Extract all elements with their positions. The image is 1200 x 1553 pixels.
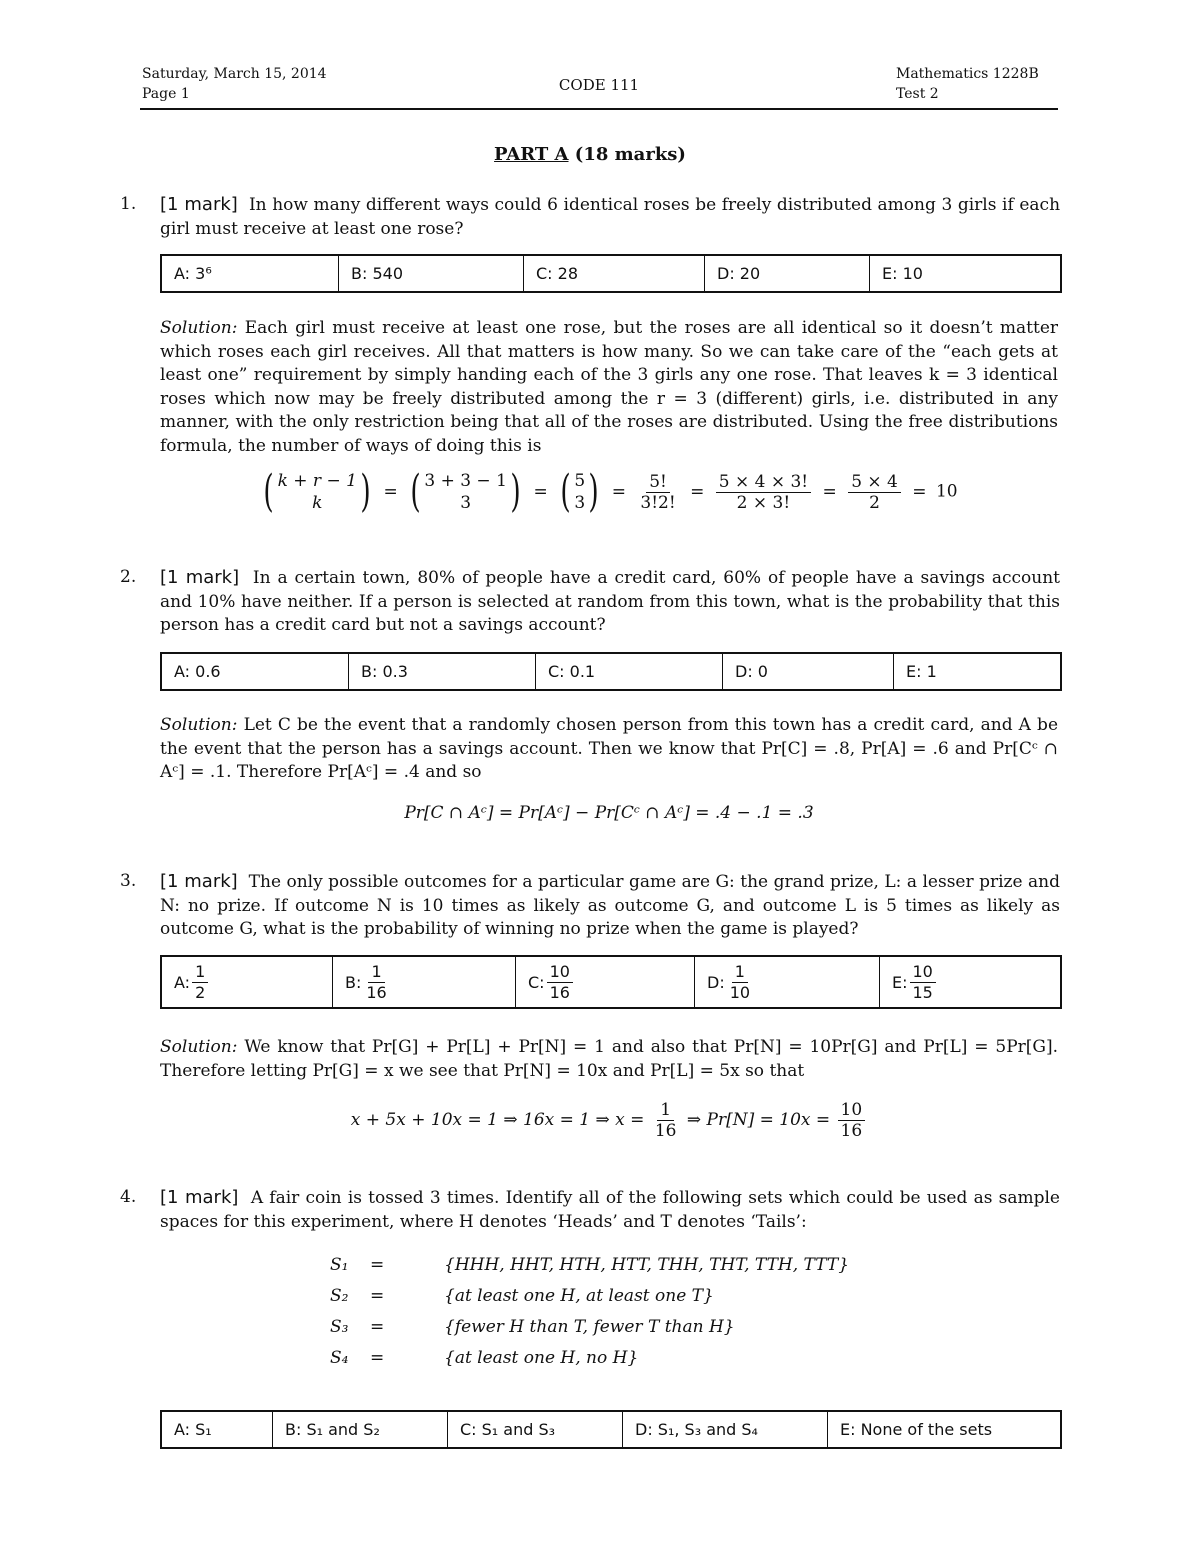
page-header	[140, 62, 1058, 110]
question-text	[160, 193, 1060, 241]
answer-e[interactable]: E: 1	[906, 662, 937, 681]
solution-label: Solution:	[160, 715, 238, 735]
answer-a[interactable]: A: 0.6	[162, 654, 349, 689]
solution-text: Let C be the event that a randomly chosen person from this town has a credit card, and A be the event that the person has a savings account. Then we know that Pr[C] = .8, Pr[A] = .6 and Pr[Cᶜ ∩ Aᶜ] = .1. Therefore Pr[Aᶜ] = .4 and so	[160, 715, 1059, 782]
question-text	[160, 870, 1060, 942]
answer-b[interactable]	[333, 957, 516, 1007]
binomial-3: ( 5 3 )	[560, 466, 599, 517]
answer-c[interactable]	[516, 957, 695, 1007]
header-test: Test 2	[896, 86, 939, 102]
answer-a[interactable]	[162, 957, 333, 1007]
answer-label: D:	[707, 972, 725, 992]
answer-b[interactable]: B: 0.3	[349, 654, 536, 689]
set-name: S₁	[330, 1254, 349, 1275]
set-row	[330, 1249, 930, 1280]
header-code: CODE 111	[558, 76, 640, 94]
answer-c[interactable]: C: 0.1	[536, 654, 723, 689]
formula-1: ( k + r − 1 k ) = ( 3 + 3 − 1 3 ) = ( 5 3 ) = $\frac{5!}{3!2!}$ = $\frac{5 \times 4 \times 3!}{2 \times 3!}$ = $\frac{5 \times 4}{2}$ = 10	[160, 470, 1058, 514]
set-value: {HHH, HHT, HTH, HTT, THH, THT, TTH, TTT}	[444, 1254, 850, 1275]
question-2	[120, 566, 1060, 638]
question-number: 1.	[120, 194, 137, 214]
set-row	[330, 1342, 930, 1373]
numerator: 1	[657, 1100, 674, 1121]
numerator: 10	[838, 1100, 866, 1121]
numerator: 5 × 4	[848, 472, 901, 493]
question-mark: [1 mark]	[160, 1187, 239, 1208]
set-equals: =	[370, 1347, 385, 1368]
set-equals: =	[370, 1316, 385, 1337]
denominator: 2 × 3!	[736, 492, 791, 513]
answer-a[interactable]: A: 3⁶	[162, 256, 339, 291]
part-title	[0, 144, 1180, 165]
answer-d[interactable]	[695, 957, 880, 1007]
denominator: 16	[549, 982, 570, 1002]
part-label: PART A	[494, 144, 569, 165]
answer-row-2	[160, 652, 1062, 691]
binomial-bottom: 3	[460, 493, 472, 513]
fraction-result	[838, 1100, 866, 1141]
binomial-1: ( k + r − 1 k )	[263, 466, 371, 517]
header-date: Saturday, March 15, 2014	[142, 66, 327, 82]
question-text	[160, 1186, 1060, 1234]
question-body: In how many different ways could 6 identical roses be freely distributed among 3 girls if each girl must receive at least one rose?	[160, 195, 1061, 239]
denominator: 16	[654, 1121, 677, 1141]
question-mark: [1 mark]	[160, 194, 238, 215]
solution-1	[160, 317, 1058, 458]
question-mark: [1 mark]	[160, 871, 238, 892]
denominator: 16	[366, 982, 387, 1002]
question-number: 4.	[120, 1187, 137, 1207]
fraction-2	[716, 472, 811, 513]
solution-2	[160, 714, 1058, 785]
set-value: {at least one H, no H}	[444, 1347, 639, 1368]
answer-c[interactable]: C: 28	[524, 256, 705, 291]
solution-3	[160, 1036, 1058, 1083]
answer-d[interactable]: D: 0	[723, 654, 894, 689]
question-number: 3.	[120, 871, 137, 891]
answer-label: A:	[174, 972, 191, 992]
formula-result: 10	[935, 481, 958, 502]
answer-fraction	[547, 962, 573, 1003]
set-name: S₄	[330, 1347, 349, 1368]
set-equals: =	[370, 1254, 385, 1275]
numerator: 5!	[646, 472, 670, 493]
sample-space-sets	[330, 1249, 930, 1373]
numerator: 1	[368, 962, 384, 983]
answer-a[interactable]: A: S₁	[162, 1412, 273, 1447]
numerator: 5 × 4 × 3!	[716, 472, 811, 493]
set-row	[330, 1280, 930, 1311]
answer-d[interactable]: D: S₁, S₃ and S₄	[623, 1412, 828, 1447]
solution-text: We know that Pr[G] + Pr[L] + Pr[N] = 1 and also that Pr[N] = 10Pr[G] and Pr[L] = 5Pr[G]. Therefore letting Pr[G] = x we see that Pr[N] = 10x and Pr[L] = 5x so that	[160, 1037, 1059, 1081]
formula-3	[160, 1100, 1058, 1141]
question-mark: [1 mark]	[160, 567, 240, 588]
answer-fraction	[727, 962, 753, 1003]
question-1	[120, 193, 1060, 241]
formula-2: Pr[C ∩ Aᶜ] = Pr[Aᶜ] − Pr[Cᶜ ∩ Aᶜ] = .4 − .1 = .3	[404, 803, 814, 823]
solution-label: Solution:	[160, 318, 238, 338]
fraction-1	[637, 472, 678, 513]
part-marks: (18 marks)	[574, 144, 686, 165]
binomial-bottom: 3	[574, 493, 586, 513]
answer-fraction	[192, 962, 208, 1003]
header-right	[896, 64, 1039, 104]
denominator: 16	[840, 1121, 863, 1141]
answer-c[interactable]: C: S₁ and S₃	[448, 1412, 623, 1447]
denominator: 3!2!	[640, 492, 676, 513]
set-equals: =	[370, 1285, 385, 1306]
answer-b[interactable]: B: S₁ and S₂	[273, 1412, 448, 1447]
numerator: 10	[910, 962, 936, 983]
set-row	[330, 1311, 930, 1342]
answer-b[interactable]: B: 540	[339, 256, 524, 291]
set-value: {at least one H, at least one T}	[444, 1285, 714, 1306]
set-name: S₂	[330, 1285, 349, 1306]
numerator: 1	[732, 962, 748, 983]
answer-fraction	[363, 962, 389, 1003]
denominator: 10	[729, 982, 751, 1002]
binomial-top: 5	[574, 471, 586, 491]
solution-text: Each girl must receive at least one rose, but the roses are all identical so it doesn’t matter which roses each girl receives. All that matters is how many. So we can take care of the “each gets at least one” requirement by simply handing each of the 3 girls any one rose. That leaves k = 3 identical roses which now may be freely distributed among the r = 3 (different) girls, i.e. distributed in any manner, with the only restriction being that all of the roses are distributed. Using the free distributions formula, the number of ways of doing this is	[160, 318, 1059, 456]
fraction-x	[652, 1100, 680, 1141]
answer-label: C:	[528, 972, 545, 992]
denominator: 15	[912, 982, 933, 1002]
answer-d[interactable]: D: 20	[705, 256, 870, 291]
binomial-top: k + r − 1	[277, 471, 357, 491]
header-course: Mathematics 1228B	[896, 66, 1039, 82]
question-text	[160, 566, 1060, 638]
numerator: 1	[192, 962, 208, 983]
question-number: 2.	[120, 567, 137, 587]
answer-row-4	[160, 1410, 1062, 1449]
answer-fraction	[910, 962, 936, 1003]
formula-part2: ⇒ Pr[N] = 10x =	[686, 1110, 831, 1130]
question-body: In a certain town, 80% of people have a credit card, 60% of people have a savings account and 10% have neither. If a person is selected at random from this town, what is the probability that this person has a credit card but not a savings account?	[160, 568, 1060, 635]
answer-e[interactable]	[880, 957, 1060, 1007]
numerator: 10	[547, 962, 573, 983]
fraction-3	[848, 472, 901, 513]
binomial-2: ( 3 + 3 − 1 3 )	[410, 466, 521, 517]
denominator: 2	[869, 492, 880, 513]
binomial-top: 3 + 3 − 1	[424, 471, 507, 491]
answer-row-1	[160, 254, 1062, 293]
set-value: {fewer H than T, fewer T than H}	[444, 1316, 735, 1337]
answer-label: B:	[345, 972, 362, 992]
question-3	[120, 870, 1060, 942]
question-4	[120, 1186, 1060, 1234]
answer-e[interactable]: E: None of the sets	[840, 1420, 993, 1439]
question-body: The only possible outcomes for a particular game are G: the grand prize, L: a lesser prize and N: no prize. If outcome N is 10 times as likely as outcome G, and outcome L is 5 times as likely as outcome G, what is the probability of winning no prize when the game is played?	[160, 872, 1061, 939]
answer-row-3	[160, 955, 1062, 1009]
answer-label: E:	[892, 972, 908, 992]
set-name: S₃	[330, 1316, 349, 1337]
solution-label: Solution:	[160, 1037, 238, 1057]
binomial-bottom: k	[312, 493, 323, 513]
header-page: Page 1	[142, 86, 190, 102]
answer-e[interactable]: E: 10	[882, 264, 923, 283]
denominator: 2	[195, 982, 206, 1002]
question-body: A fair coin is tossed 3 times. Identify all of the following sets which could be used as sample spaces for this experiment, where H denotes ‘Heads’ and T denotes ‘Tails’:	[160, 1188, 1060, 1232]
formula-part1: x + 5x + 10x = 1 ⇒ 16x = 1 ⇒ x =	[350, 1110, 645, 1130]
